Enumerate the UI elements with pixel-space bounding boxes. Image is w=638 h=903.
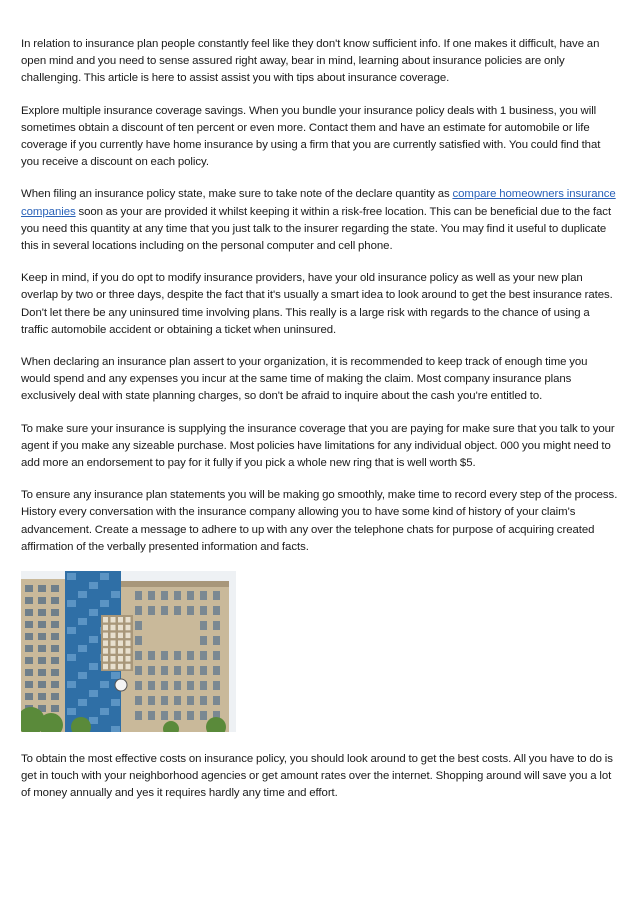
glass-panel (78, 609, 87, 616)
building-window (135, 711, 142, 720)
glass-panel (100, 600, 109, 607)
building-window (51, 645, 59, 652)
lattice-cell (111, 664, 116, 670)
glass-panel (100, 681, 109, 688)
glass-panel (100, 672, 109, 679)
glass-panel (78, 627, 87, 634)
lattice-cell (103, 640, 108, 646)
glass-panel (89, 699, 98, 706)
building-window (161, 591, 168, 600)
glass-panel (67, 636, 76, 643)
building-window (200, 636, 207, 645)
lattice-cell (118, 664, 123, 670)
glass-panel (111, 600, 120, 607)
glass-panel (89, 672, 98, 679)
building-window (135, 696, 142, 705)
glass-panel (111, 591, 120, 598)
building-window (25, 657, 33, 664)
building-window (38, 669, 46, 676)
building-window (187, 591, 194, 600)
building-window (187, 711, 194, 720)
building-window (38, 609, 46, 616)
glass-panel (67, 618, 76, 625)
glass-panel (78, 708, 87, 715)
building-window (38, 681, 46, 688)
glass-panel (89, 690, 98, 697)
paragraph-record: To ensure any insurance plan statements you will be making go smoothly, make time to record every step of the process. History every conversation with the insurance company allowing you to have some kind of history of your claim's advancement. Create a message to adhere to up with any over the telephone chats for purpose of acquiring created affirmation of the verbally presented information and facts. (21, 489, 618, 553)
paragraph-claim-number (21, 186, 618, 255)
building-window (51, 657, 59, 664)
building-window (25, 597, 33, 604)
glass-panel (89, 573, 98, 580)
building-window (135, 681, 142, 690)
building-window (148, 681, 155, 690)
building-window (200, 591, 207, 600)
building-window (200, 651, 207, 660)
building-window (161, 681, 168, 690)
glass-panel (67, 690, 76, 697)
building-window (161, 696, 168, 705)
building-window (51, 585, 59, 592)
lattice-cell (118, 640, 123, 646)
glass-panel (111, 726, 120, 732)
lattice-cell (126, 640, 131, 646)
lattice-cell (103, 656, 108, 662)
lattice-cell (126, 656, 131, 662)
lattice-cell (118, 617, 123, 623)
glass-panel (89, 645, 98, 652)
lattice-cell (111, 640, 116, 646)
building-window (25, 681, 33, 688)
building-window (25, 621, 33, 628)
paragraph-shopping: To obtain the most effective costs on insurance policy, you should look around to get the best costs. All you have to do is get in touch with your neighborhood agencies or get amount rates over the internet. Shopping around will save you a lot of money annually and yes it requires hardly any time and effort. (21, 753, 613, 800)
building-window (187, 666, 194, 675)
glass-panel (100, 708, 109, 715)
glass-panel (67, 645, 76, 652)
lattice-cell (126, 625, 131, 631)
glass-panel (78, 591, 87, 598)
lattice-cell (118, 656, 123, 662)
building-window (148, 711, 155, 720)
building-window (187, 651, 194, 660)
building-window (200, 711, 207, 720)
building-window (51, 597, 59, 604)
building-window (51, 609, 59, 616)
glass-panel (78, 618, 87, 625)
paragraph-expenses: When declaring an insurance plan assert to your organization, it is recommended to keep track of enough time you would spend and any expenses you incur at the same time of making the claim. Most company insurance plans exclusively deal with state planning charges, so don't be afraid to inquire about the cash you're entitled to. (21, 356, 588, 403)
building-window (213, 666, 220, 675)
building-window (161, 606, 168, 615)
glass-panel (89, 717, 98, 724)
building-window (174, 711, 181, 720)
building-window (38, 597, 46, 604)
lattice-cell (103, 648, 108, 654)
glass-panel (67, 672, 76, 679)
building-window (38, 693, 46, 700)
building-window (25, 633, 33, 640)
building-window (135, 666, 142, 675)
glass-panel (67, 609, 76, 616)
building-window (174, 651, 181, 660)
building-window (38, 633, 46, 640)
building-window (174, 696, 181, 705)
glass-panel (89, 627, 98, 634)
building-window (38, 585, 46, 592)
building-window (25, 585, 33, 592)
building-window (135, 651, 142, 660)
glass-panel (89, 681, 98, 688)
glass-panel (89, 663, 98, 670)
glass-panel (67, 573, 76, 580)
glass-panel (89, 591, 98, 598)
building-window (51, 633, 59, 640)
lattice-cell (111, 625, 116, 631)
glass-panel (89, 582, 98, 589)
building-window (174, 666, 181, 675)
glass-panel (100, 591, 109, 598)
building-window (174, 681, 181, 690)
building-window (200, 681, 207, 690)
building-window (187, 606, 194, 615)
building-window (148, 606, 155, 615)
glass-panel (67, 591, 76, 598)
building-window (51, 621, 59, 628)
building-window (51, 693, 59, 700)
glass-panel (78, 690, 87, 697)
glass-panel (89, 654, 98, 661)
building-window (200, 606, 207, 615)
glass-panel (100, 699, 109, 706)
building-window (213, 621, 220, 630)
building-window (38, 657, 46, 664)
glass-panel (78, 645, 87, 652)
office-building-photo (21, 571, 236, 732)
building-window (148, 591, 155, 600)
lattice-cell (126, 633, 131, 639)
building-window (51, 705, 59, 712)
building-window (161, 651, 168, 660)
glass-panel (100, 573, 109, 580)
glass-panel (78, 636, 87, 643)
glass-panel (100, 582, 109, 589)
glass-panel (89, 600, 98, 607)
lattice-cell (103, 625, 108, 631)
glass-panel (111, 609, 120, 616)
glass-panel (100, 717, 109, 724)
glass-panel (100, 609, 109, 616)
building-window (38, 621, 46, 628)
building-window (25, 609, 33, 616)
glass-panel (78, 573, 87, 580)
building-window (200, 621, 207, 630)
glass-panel (111, 699, 120, 706)
glass-panel (78, 699, 87, 706)
paragraph-claim-number-after: soon as your are provided it whilst keeping it within a risk-free location. This can be beneficial due to the fact you need this quantity at any time that you just talk to the insurer regarding the state. You may find it useful to duplicate this in several locations including on the personal computer and cell phone. (21, 205, 612, 253)
lattice-cell (126, 664, 131, 670)
glass-panel (111, 582, 120, 589)
building-window (213, 651, 220, 660)
building-window (25, 669, 33, 676)
glass-panel (89, 636, 98, 643)
glass-panel (78, 600, 87, 607)
glass-panel (67, 663, 76, 670)
glass-panel (89, 618, 98, 625)
compare-homeowners-link[interactable]: compare homeowners insurance companies (21, 188, 616, 218)
glass-panel (111, 573, 120, 580)
lattice-cell (111, 656, 116, 662)
building-window (51, 681, 59, 688)
glass-panel (67, 582, 76, 589)
paragraph-claim-number-before: When filing an insurance policy state, make sure to take note of the declare quantity as (21, 188, 453, 201)
lattice-cell (111, 633, 116, 639)
lattice-cell (111, 648, 116, 654)
glass-panel (67, 600, 76, 607)
building-window (161, 666, 168, 675)
building-window (213, 696, 220, 705)
building-window (135, 636, 142, 645)
glass-panel (100, 690, 109, 697)
glass-panel (78, 654, 87, 661)
building-window (25, 693, 33, 700)
building-window (38, 645, 46, 652)
building-window (148, 666, 155, 675)
glass-panel (111, 717, 120, 724)
lattice-cell (118, 633, 123, 639)
glass-panel (100, 726, 109, 732)
glass-panel (67, 699, 76, 706)
glass-panel (89, 708, 98, 715)
building-window (174, 591, 181, 600)
paragraph-overlap: Keep in mind, if you do opt to modify insurance providers, have your old insurance policy as well as your new plan overlap by two or three days, despite the fact that it's usually a smart idea to look around to get the best insurance rates. Don't let there be any uninsured time involving plans. This really is a large risk with regards to the chance of using a traffic automobile accident or obtaining a ticket when uninsured. (21, 272, 613, 336)
glass-panel (89, 609, 98, 616)
glass-panel (111, 708, 120, 715)
building-window (187, 681, 194, 690)
building-window (25, 645, 33, 652)
building-window (187, 696, 194, 705)
building-window (51, 669, 59, 676)
paragraph-intro: In relation to insurance plan people constantly feel like they don't know sufficient info. If one makes it difficult, have an open mind and you need to sense assured right away, bear in mind, learning about insurance policies are only challenging. This article is here to assist assist you with tips about insurance coverage. (21, 38, 600, 85)
paragraph-savings: Explore multiple insurance coverage savings. When you bundle your insurance policy deals with 1 business, you will sometimes obtain a discount of ten percent or even more. Contact them and have an estimate for automobile or life coverage if you currently have home insurance by using a firm that you are currently satisfied with. You could find that you receive a discount on each policy. (21, 104, 601, 169)
glass-panel (67, 681, 76, 688)
glass-panel (78, 663, 87, 670)
lattice-cell (111, 617, 116, 623)
building-window (148, 696, 155, 705)
paragraph-purchase: To make sure your insurance is supplying the insurance coverage that you are paying for make sure that you talk to your agent if you make any sizeable purchase. Most policies have limitations for any individual object. 000 you might need to add more an endorsement to pay for it fully if you pick a whole new ring that is well worth $5. (21, 422, 615, 470)
building-illustration (21, 571, 236, 732)
building-window (200, 666, 207, 675)
building-window (213, 606, 220, 615)
building-window (135, 621, 142, 630)
building-window (213, 681, 220, 690)
document-page (21, 36, 618, 818)
building-window (135, 606, 142, 615)
lattice-cell (118, 648, 123, 654)
building-window (148, 651, 155, 660)
lattice-cell (103, 633, 108, 639)
glass-panel (78, 582, 87, 589)
lattice-cell (126, 617, 131, 623)
building-window (213, 636, 220, 645)
glass-panel (111, 672, 120, 679)
glass-panel (78, 681, 87, 688)
glass-panel (67, 654, 76, 661)
lattice-cell (126, 648, 131, 654)
lattice-cell (103, 617, 108, 623)
building-window (161, 711, 168, 720)
glass-panel (67, 708, 76, 715)
glass-panel (78, 672, 87, 679)
glass-panel (67, 627, 76, 634)
building-window (174, 606, 181, 615)
building-window (135, 591, 142, 600)
lattice-cell (118, 625, 123, 631)
building-window (213, 591, 220, 600)
lattice-cell (103, 664, 108, 670)
building-window (200, 696, 207, 705)
